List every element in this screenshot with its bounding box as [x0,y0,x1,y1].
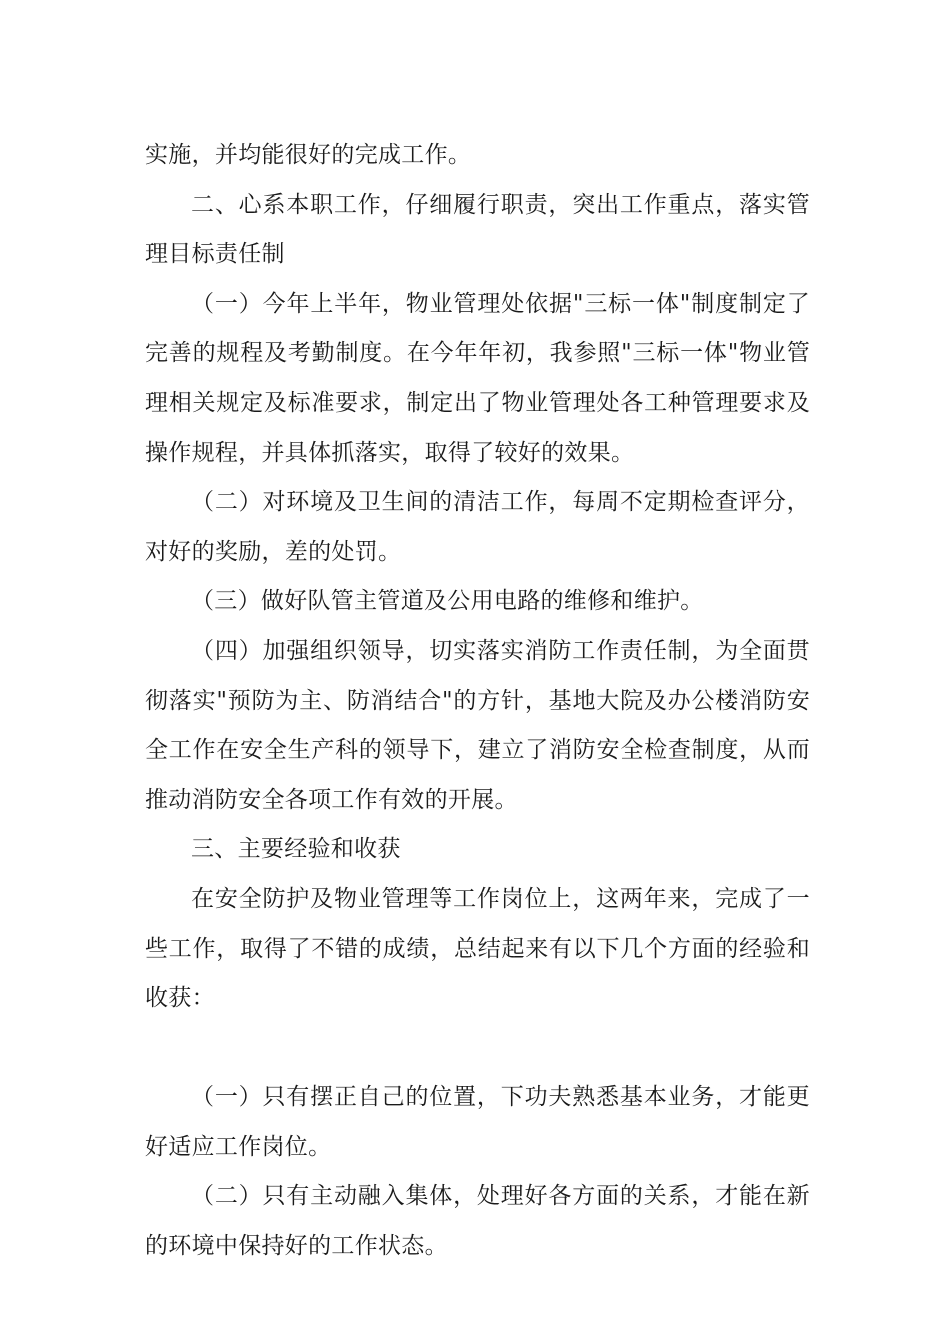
paragraph-experience-1: （一）只有摆正自己的位置，下功夫熟悉基本业务，才能更好适应工作岗位。 [145,1084,810,1160]
paragraph-experience-intro: 在安全防护及物业管理等工作岗位上，这两年来，完成了一些工作，取得了不错的成绩，总结起来有以下几个方面的经验和收获： [145,885,810,1012]
paragraph-item-2: （二）对环境及卫生间的清洁工作，每周不定期检查评分，对好的奖励，差的处罚。 [145,489,810,565]
paragraph-item-4: （四）加强组织领导，切实落实消防工作责任制，为全面贯彻落实"预防为主、防消结合"的方针，基地大院及办公楼消防安全工作在安全生产科的领导下，建立了消防安全检查制度，从而推动消防安全各项工作有效的开展。 [145,637,810,813]
document-body [145,131,810,1272]
blank-line [145,1024,810,1074]
paragraph-continuation: 实施，并均能很好的完成工作。 [145,142,472,168]
section-heading-2: 二、心系本职工作，仔细履行职责，突出工作重点，落实管理目标责任制 [145,191,810,268]
paragraph-experience-2: （二）只有主动融入集体，处理好各方面的关系，才能在新的环境中保持好的工作状态。 [145,1183,810,1260]
section-heading-3: 三、主要经验和收获 [191,836,401,863]
paragraph-item-1: （一）今年上半年，物业管理处依据"三标一体"制度制定了完善的规程及考勤制度。在今年年初，我参照"三标一体"物业管理相关规定及标准要求，制定出了物业管理处各工种管理要求及操作规程，并具体抓落实，取得了较好的效果。 [145,290,810,466]
paragraph-item-3: （三）做好队管主管道及公用电路的维修和维护。 [191,588,704,615]
